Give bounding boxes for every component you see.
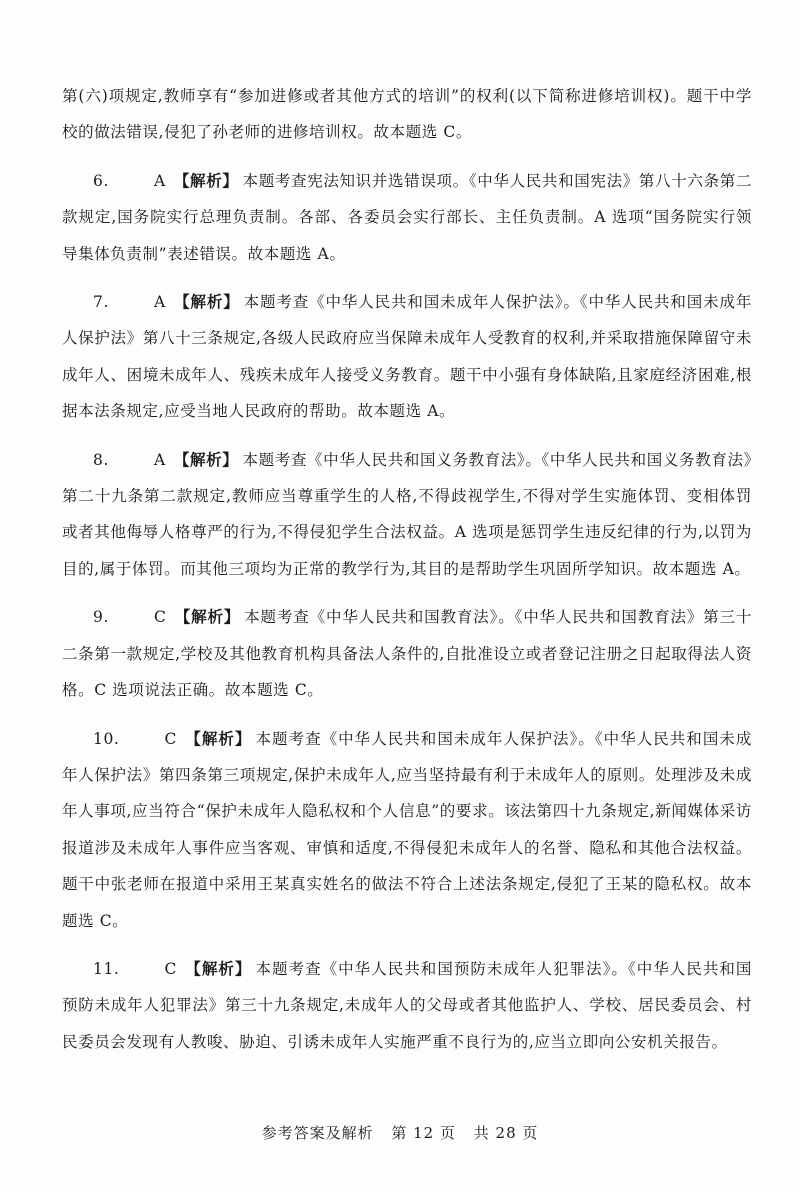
answer-item-9 [62,599,752,708]
footer-page-number: 第 12 页 [391,1124,456,1142]
item-text: 本题考查《中华人民共和国未成年人保护法》。《中华人民共和国未成年人保护法》第四条第三项规定,保护未成年人,应当坚持最有利于未成年人的原则。处理涉及未成年人事项,应当符合“保护未成年人隐私权和个人信息”的要求。该法第四十九条规定,新闻媒体采访报道涉及未成年人事件应当客观、审慎和适度,不得侵犯未成年人的名誉、隐私和其他合法权益。题干中张老师在报道中采用王某真实姓名的做法不符合上述法条规定,侵犯了王某的隐私权。故本题选 C。 [62,729,752,930]
answer-item-8 [62,442,752,588]
item-text: 本题考查《中华人民共和国教育法》。《中华人民共和国教育法》第三十二条第一款规定,学校及其他教育机构具备法人条件的,自批准设立或者登记注册之日起取得法人资格。C 选项说法正确。故本题选 C。 [62,608,753,700]
answer-item-6 [62,163,752,272]
item-text: 本题考查《中华人民共和国义务教育法》。《中华人民共和国义务教育法》第二十九条第二款规定,教师应当尊重学生的人格,不得歧视学生,不得对学生实施体罚、变相体罚或者其他侮辱人格尊严的行为,不得侵犯学生合法权益。A 选项是惩罚学生违反纪律的行为,以罚为目的,属于体罚。而其他三项均为正常的教学行为,其目的是帮助学生巩固所学知识。故本题选 A。 [62,450,752,578]
answer-item-11 [62,951,752,1060]
item-text: 本题考查《中华人民共和国未成年人保护法》。《中华人民共和国未成年人保护法》第八十三条规定,各级人民政府应当保障未成年人受教育的权利,并采取措施保障留守未成年人、困境未成年人、残疾未成年人接受义务教育。题干中小强有身体缺陷,且家庭经济困难,根据本法条规定,应受当地人民政府的帮助。故本题选 A。 [62,293,753,421]
analysis-tag: 【解析】 [174,607,241,627]
answer-content [62,78,752,1060]
item-text: 本题考查宪法知识并选错误项。《中华人民共和国宪法》第八十六条第二款规定,国务院实行总理负责制。各部、各委员会实行部长、主任负责制。A 选项“国务院实行领导集体负责制”表述错误。故本题选 A。 [62,171,753,263]
analysis-tag: 【解析】 [173,449,239,469]
item-number: 9. [93,608,109,627]
item-answer: C [164,729,177,748]
footer-title: 参考答案及解析 [261,1124,374,1142]
page-footer [0,1122,800,1143]
item-number: 7. [93,293,109,312]
item-answer: C [154,608,167,627]
item-answer: A [154,293,166,312]
analysis-tag: 【解析】 [173,292,240,312]
analysis-tag: 【解析】 [184,728,252,748]
footer-total-pages: 共 28 页 [473,1124,539,1142]
item-number: 11. [93,959,120,978]
answer-item-10 [62,721,752,939]
analysis-tag: 【解析】 [184,958,252,978]
item-answer: A [154,450,166,469]
analysis-tag: 【解析】 [173,170,239,190]
item-answer: C [164,959,177,978]
item-number: 8. [93,450,109,469]
intro-paragraph: 第(六)项规定,教师享有“参加进修或者其他方式的培训”的权利(以下简称进修培训权)。题干中学校的做法错误,侵犯了孙老师的进修培训权。故本题选 C。 [62,87,752,142]
item-answer: A [154,171,166,190]
answer-item-7 [62,284,752,430]
item-number: 6. [93,171,109,190]
item-text: 本题考查《中华人民共和国预防未成年人犯罪法》。《中华人民共和国预防未成年人犯罪法》第三十九条规定,未成年人的父母或者其他监护人、学校、居民委员会、村民委员会发现有人教唆、胁迫、引诱未成年人实施严重不良行为的,应当立即向公安机关报告。 [62,959,752,1051]
item-number: 10. [93,729,120,748]
